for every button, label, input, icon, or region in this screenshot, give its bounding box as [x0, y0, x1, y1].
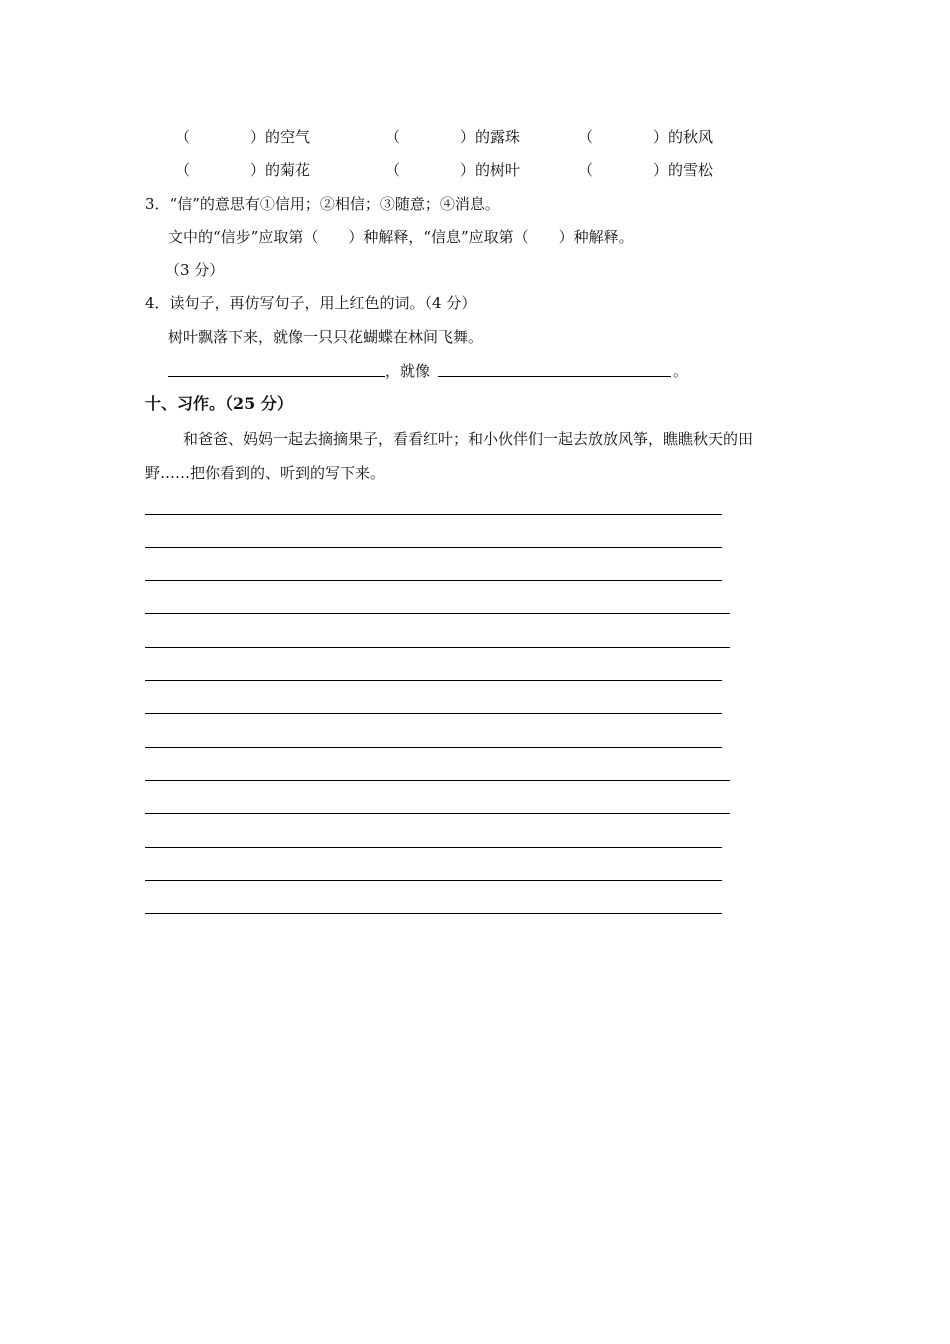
writing-line[interactable] [145, 647, 730, 648]
writing-line[interactable] [145, 713, 722, 714]
writing-line[interactable] [145, 880, 722, 881]
writing-line[interactable] [145, 913, 722, 914]
q4-period: 。 [673, 362, 689, 380]
writing-prompt-line-1: 和爸爸、妈妈一起去摘摘果子，看看红叶；和小伙伴们一起去放放风筝，瞧瞧秋天的田 [183, 430, 754, 448]
writing-line[interactable] [145, 613, 730, 614]
writing-line[interactable] [145, 747, 722, 748]
writing-line[interactable] [145, 780, 730, 781]
writing-line[interactable] [145, 847, 722, 848]
fill-pair-air: （ ）的空气 [175, 128, 311, 146]
fill-pair-dew: （ ）的露珠 [385, 128, 521, 146]
q4-question: 4．读句子，再仿写句子，用上红色的词。（4 分） [145, 294, 477, 312]
writing-line[interactable] [145, 813, 730, 814]
fill-pair-autumn-wind: （ ）的秋风 [578, 128, 714, 146]
q3-question: 3．“信”的意思有①信用；②相信；③随意；④消息。 [145, 195, 500, 213]
writing-line[interactable] [145, 547, 722, 548]
q4-connector: ，就像 [385, 362, 431, 380]
q4-blank-2[interactable] [438, 376, 671, 377]
writing-line[interactable] [145, 514, 722, 515]
writing-prompt-line-2: 野……把你看到的、听到的写下来。 [145, 464, 386, 482]
writing-line[interactable] [145, 580, 722, 581]
q3-answer-line: 文中的“信步”应取第（ ）种解释，“信息”应取第（ ）种解释。 [168, 228, 634, 246]
fill-pair-chrysanthemum: （ ）的菊花 [175, 161, 311, 179]
q4-example-sentence: 树叶飘落下来，就像一只只花蝴蝶在林间飞舞。 [168, 328, 484, 346]
q4-blank-1[interactable] [168, 376, 385, 377]
section-ten-title: 十、习作。（25 分） [145, 394, 293, 413]
fill-pair-cedar: （ ）的雪松 [578, 161, 714, 179]
q3-score: （3 分） [165, 261, 225, 279]
fill-pair-leaves: （ ）的树叶 [385, 161, 521, 179]
writing-line[interactable] [145, 680, 722, 681]
